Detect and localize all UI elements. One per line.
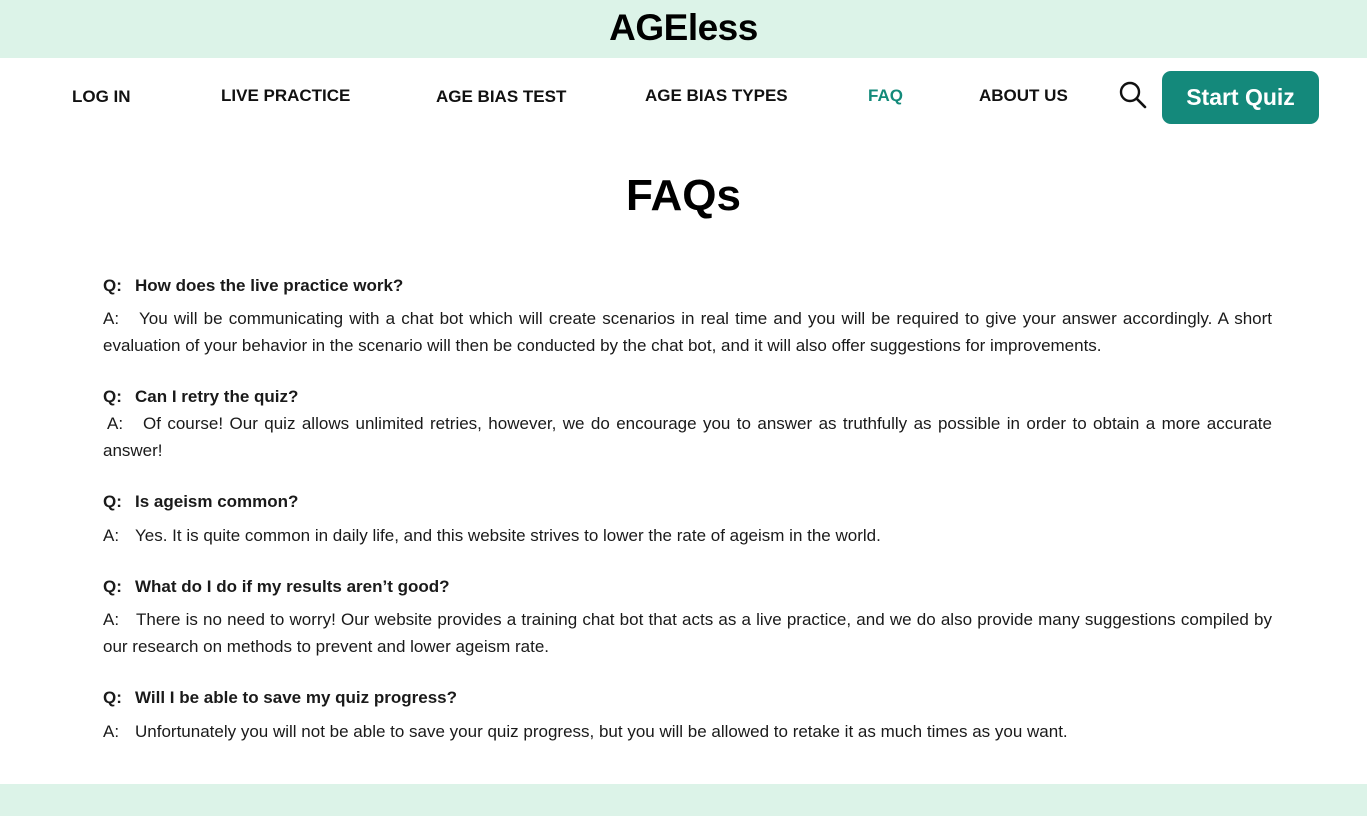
question-prefix: Q: xyxy=(103,387,122,406)
faq-item xyxy=(103,488,1272,549)
nav-item-faq[interactable]: FAQ xyxy=(868,86,903,105)
faq-question xyxy=(103,488,1272,515)
page-title: FAQs xyxy=(626,171,741,220)
faq-list xyxy=(103,272,1272,745)
nav-item-about-us[interactable]: ABOUT US xyxy=(979,86,1068,105)
footer-bar xyxy=(0,784,1367,816)
faq-question xyxy=(103,272,1272,299)
answer-text: There is no need to worry! Our website provides a training chat bot that acts as a live practice, and we do also provide many suggestions compiled by our research on methods to prevent and lower ageism rate. xyxy=(103,610,1272,656)
brand-bar xyxy=(0,0,1367,58)
answer-text: Unfortunately you will not be able to save your quiz progress, but you will be allowed to retake it as much times as you want. xyxy=(135,722,1068,741)
nav-item-log-in[interactable]: LOG IN xyxy=(72,87,131,106)
answer-text: Yes. It is quite common in daily life, and this website strives to lower the rate of ageism in the world. xyxy=(135,526,881,545)
question-text: Will I be able to save my quiz progress? xyxy=(135,688,457,707)
answer-text: You will be communicating with a chat bot which will create scenarios in real time and you will be required to give your answer accordingly. A short evaluation of your behavior in the scenario will then be conducted by the chat bot, and it will also offer suggestions for improvements. xyxy=(103,309,1272,355)
faq-question xyxy=(103,383,1272,410)
question-prefix: Q: xyxy=(103,688,122,707)
faq-item xyxy=(103,573,1272,660)
answer-prefix: A: xyxy=(107,414,124,433)
question-text: How does the live practice work? xyxy=(135,276,404,295)
faq-answer xyxy=(103,718,1272,745)
question-text: What do I do if my results aren’t good? xyxy=(135,577,450,596)
question-text: Is ageism common? xyxy=(135,492,299,511)
faq-item xyxy=(103,684,1272,745)
faq-answer xyxy=(103,410,1272,464)
faq-answer xyxy=(103,606,1272,660)
answer-prefix: A: xyxy=(103,309,120,328)
question-text: Can I retry the quiz? xyxy=(135,387,299,406)
faq-question xyxy=(103,684,1272,711)
nav-item-age-bias-types[interactable]: AGE BIAS TYPES xyxy=(645,86,788,105)
brand-logo-title[interactable]: AGEless xyxy=(609,7,758,48)
faq-item xyxy=(103,383,1272,464)
question-prefix: Q: xyxy=(103,577,122,596)
start-quiz-button[interactable]: Start Quiz xyxy=(1162,71,1319,124)
answer-prefix: A: xyxy=(103,610,120,629)
faq-item xyxy=(103,272,1272,359)
answer-prefix: A: xyxy=(103,722,120,741)
answer-text: Of course! Our quiz allows unlimited retries, however, we do encourage you to answer as truthfully as possible in order to obtain a more accurate answer! xyxy=(103,414,1272,460)
faq-answer xyxy=(103,522,1272,549)
nav-item-live-practice[interactable]: LIVE PRACTICE xyxy=(221,86,351,105)
search-icon[interactable] xyxy=(1118,80,1148,110)
faq-question xyxy=(103,573,1272,600)
question-prefix: Q: xyxy=(103,492,122,511)
main-nav xyxy=(0,58,1367,138)
answer-prefix: A: xyxy=(103,526,120,545)
question-prefix: Q: xyxy=(103,276,122,295)
faq-answer xyxy=(103,305,1272,359)
nav-item-age-bias-test[interactable]: AGE BIAS TEST xyxy=(436,87,567,106)
